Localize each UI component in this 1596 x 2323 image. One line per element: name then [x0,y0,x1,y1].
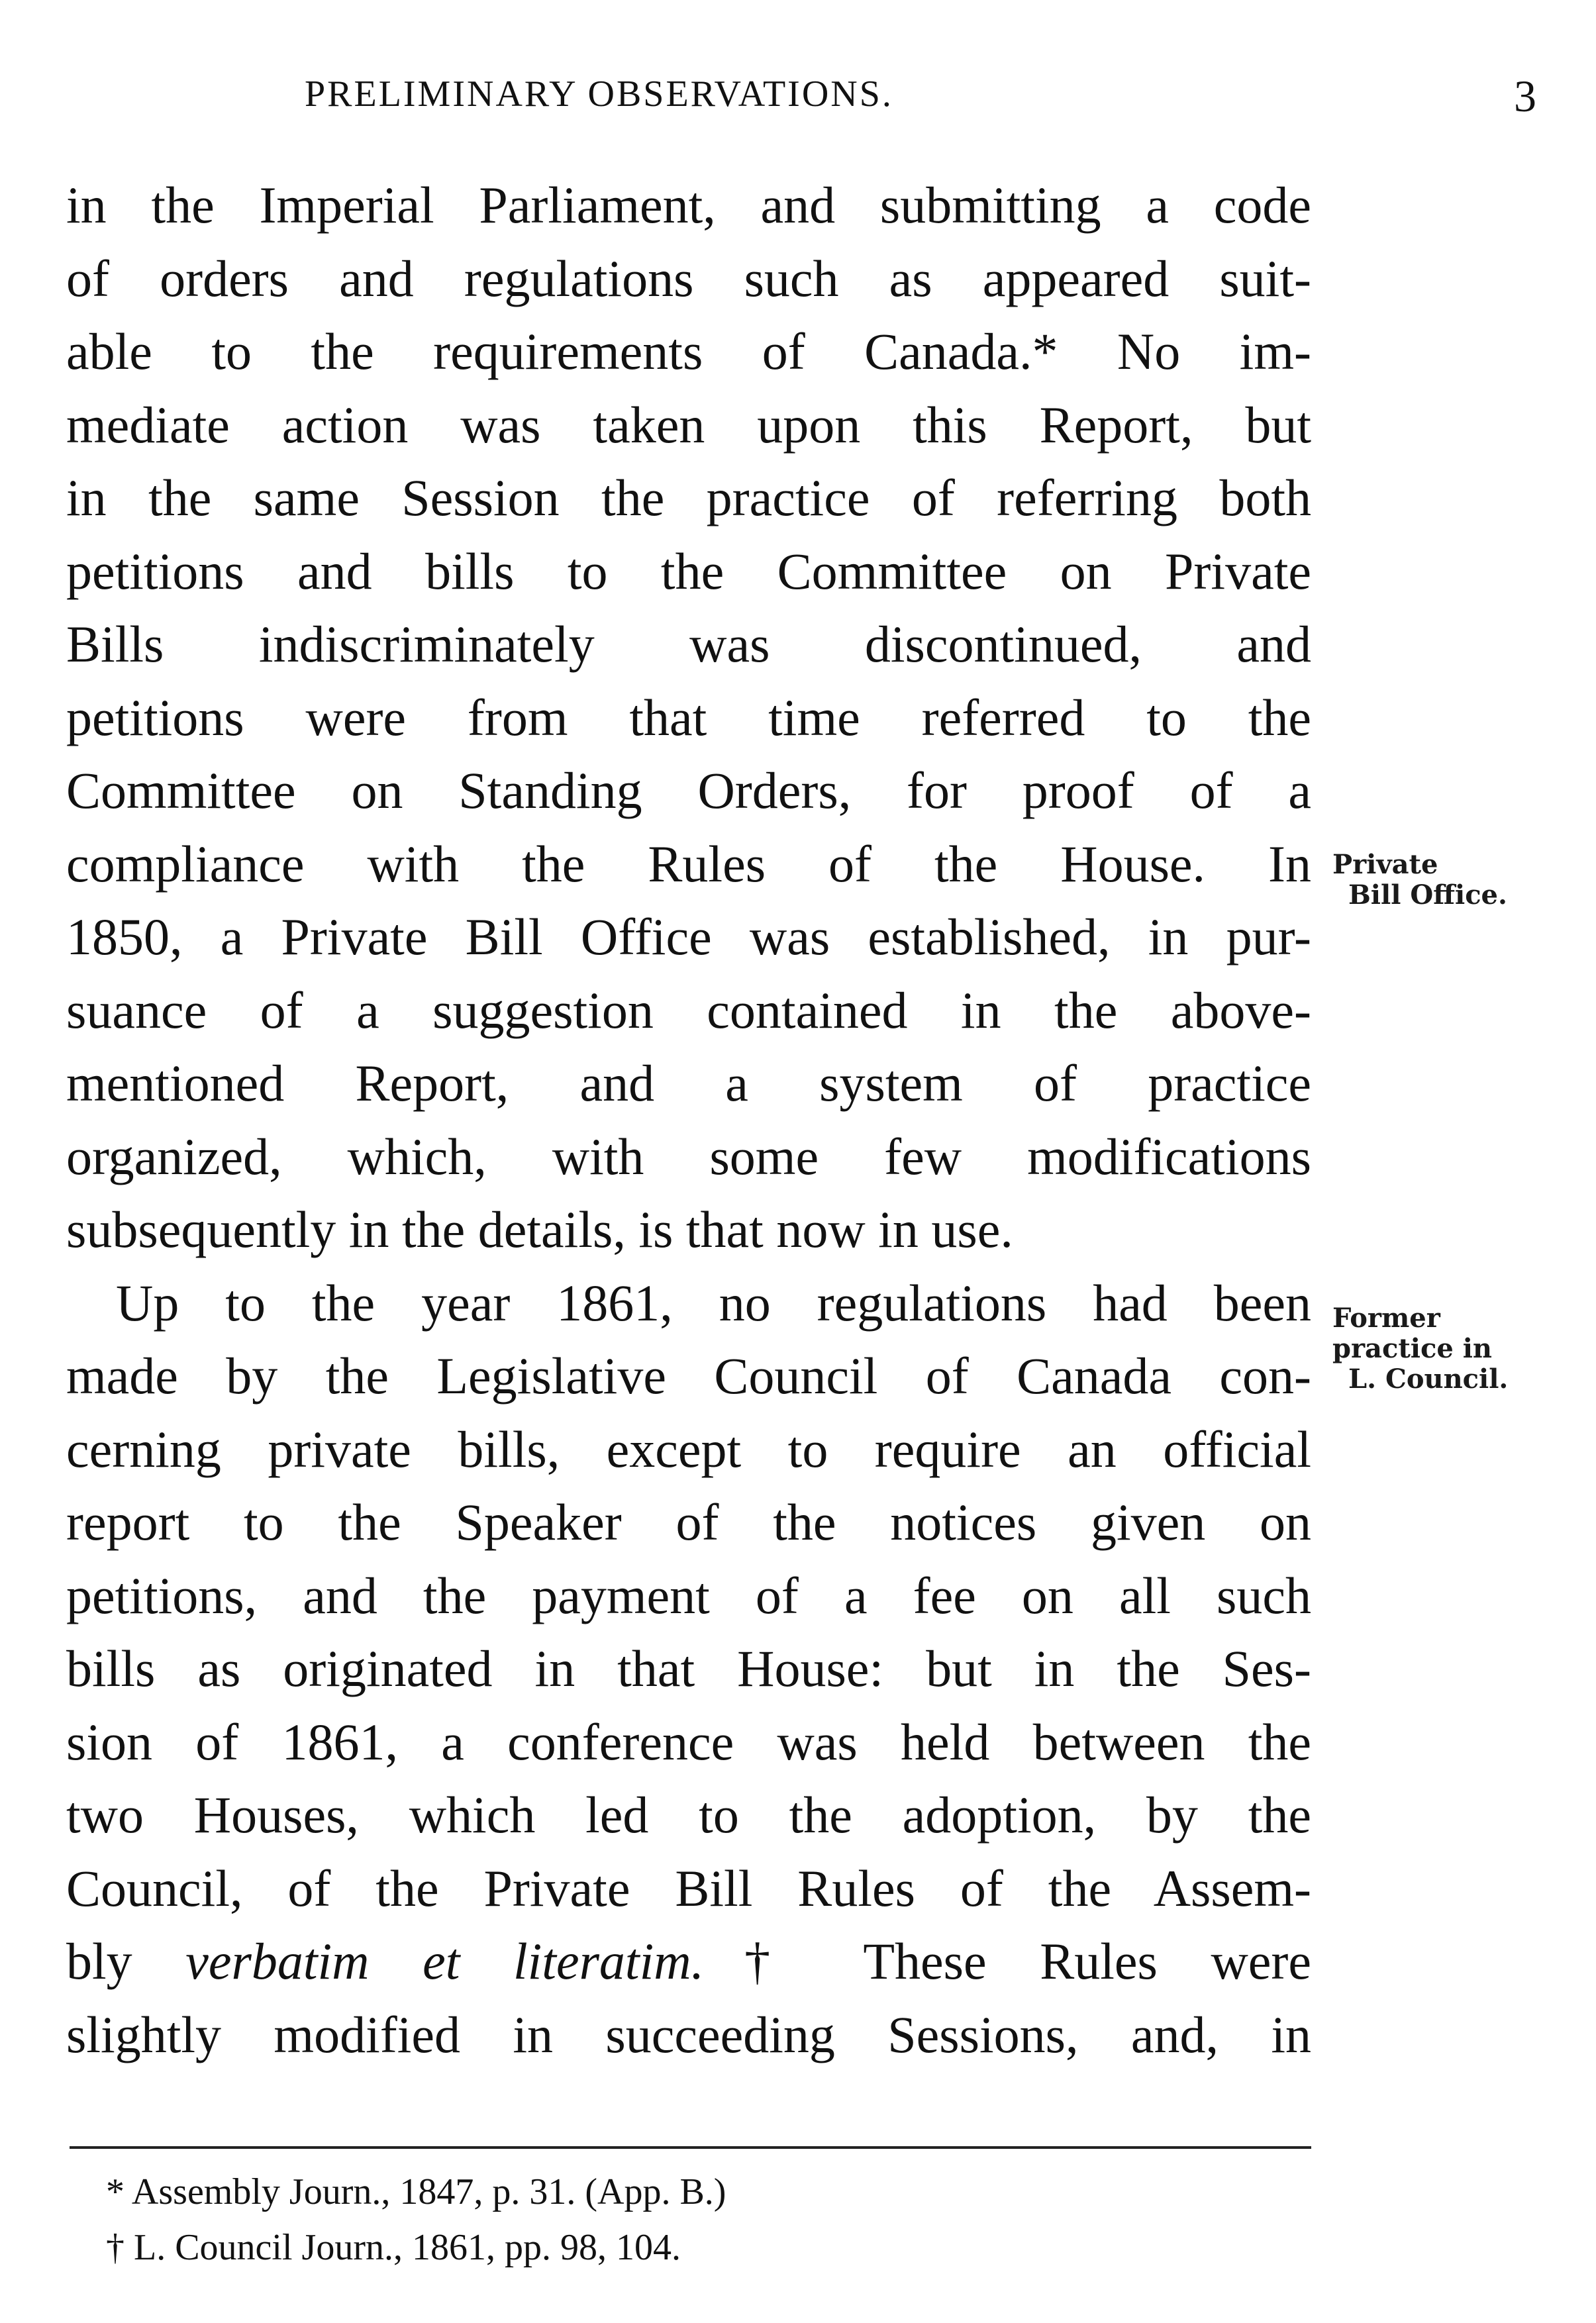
text-line: in the same Session the practice of referring both [66,469,1311,526]
text-line: two Houses, which led to the adoption, by the [66,1786,1311,1844]
footnote: † L. Council Journ., 1861, pp. 98, 104. [106,2227,681,2268]
text-line: organized, which, with some few modifications [66,1127,1311,1185]
text-line: 1850, a Private Bill Office was established, in pur- [66,908,1311,965]
text-line: in the Imperial Parliament, and submitting a code [66,176,1311,234]
text-line: able to the requirements of Canada.* No im- [66,322,1311,380]
text-line: made by the Legislative Council of Canada con- [66,1347,1311,1405]
footnote-rule [70,2146,1311,2149]
footnote: * Assembly Journ., 1847, p. 31. (App. B.) [106,2171,726,2212]
page-header [66,73,1536,132]
text-line: slightly modified in succeeding Sessions, and, in [66,2005,1311,2063]
text-line: Council, of the Private Bill Rules of the Assem- [66,1859,1311,1917]
sidenote-line: practice in [1332,1333,1492,1364]
text-line: petitions and bills to the Committee on Private [66,542,1311,600]
body-text [66,169,1311,2071]
italic-phrase: verbatim et literatim. [185,1932,705,1990]
running-head: PRELIMINARY OBSERVATIONS. [305,74,893,115]
text-line: mentioned Report, and a system of practice [66,1054,1311,1112]
text-line: of orders and regulations such as appeared suit- [66,249,1311,307]
footnotes [106,2164,726,2275]
text-line: petitions were from that time referred to the [66,688,1311,746]
text-line: subsequently in the details, is that now in use. [66,1201,1013,1258]
text-line: petitions, and the payment of a fee on all such [66,1566,1311,1624]
text-line: mediate action was taken upon this Report, but [66,395,1311,454]
sidenote-line: Former [1332,1303,1440,1334]
text-line: sion of 1861, a conference was held between the [66,1712,1311,1771]
paragraph-2 [66,1267,1311,2072]
paragraph-1 [66,169,1311,1267]
text-line: bills as originated in that House: but in the Ses- [66,1640,1311,1697]
text-line: Up to the year 1861, no regulations had been [116,1273,1311,1332]
text-line: cerning private bills, except to require an official [66,1420,1311,1478]
sidenote-line: L. Council. [1348,1363,1509,1395]
text-fragment: † These Rules were [704,1932,1312,1990]
text-line: Bills indiscriminately was discontinued, and [66,615,1311,673]
text-line: Committee on Standing Orders, for proof of a [66,762,1311,819]
text-line: report to the Speaker of the notices given on [66,1493,1311,1551]
page-number: 3 [1514,71,1536,121]
text-line: suance of a suggestion contained in the above- [66,981,1311,1039]
sidenote-line: Bill Office. [1348,879,1507,911]
text-line [66,1925,1311,1999]
sidenote-former-practice [1332,1303,1508,1395]
text-fragment: bly [66,1932,186,1990]
sidenote-private-bill-office [1332,850,1507,911]
text-line: compliance with the Rules of the House. In [66,834,1311,893]
sidenote-line: Private [1332,849,1438,880]
